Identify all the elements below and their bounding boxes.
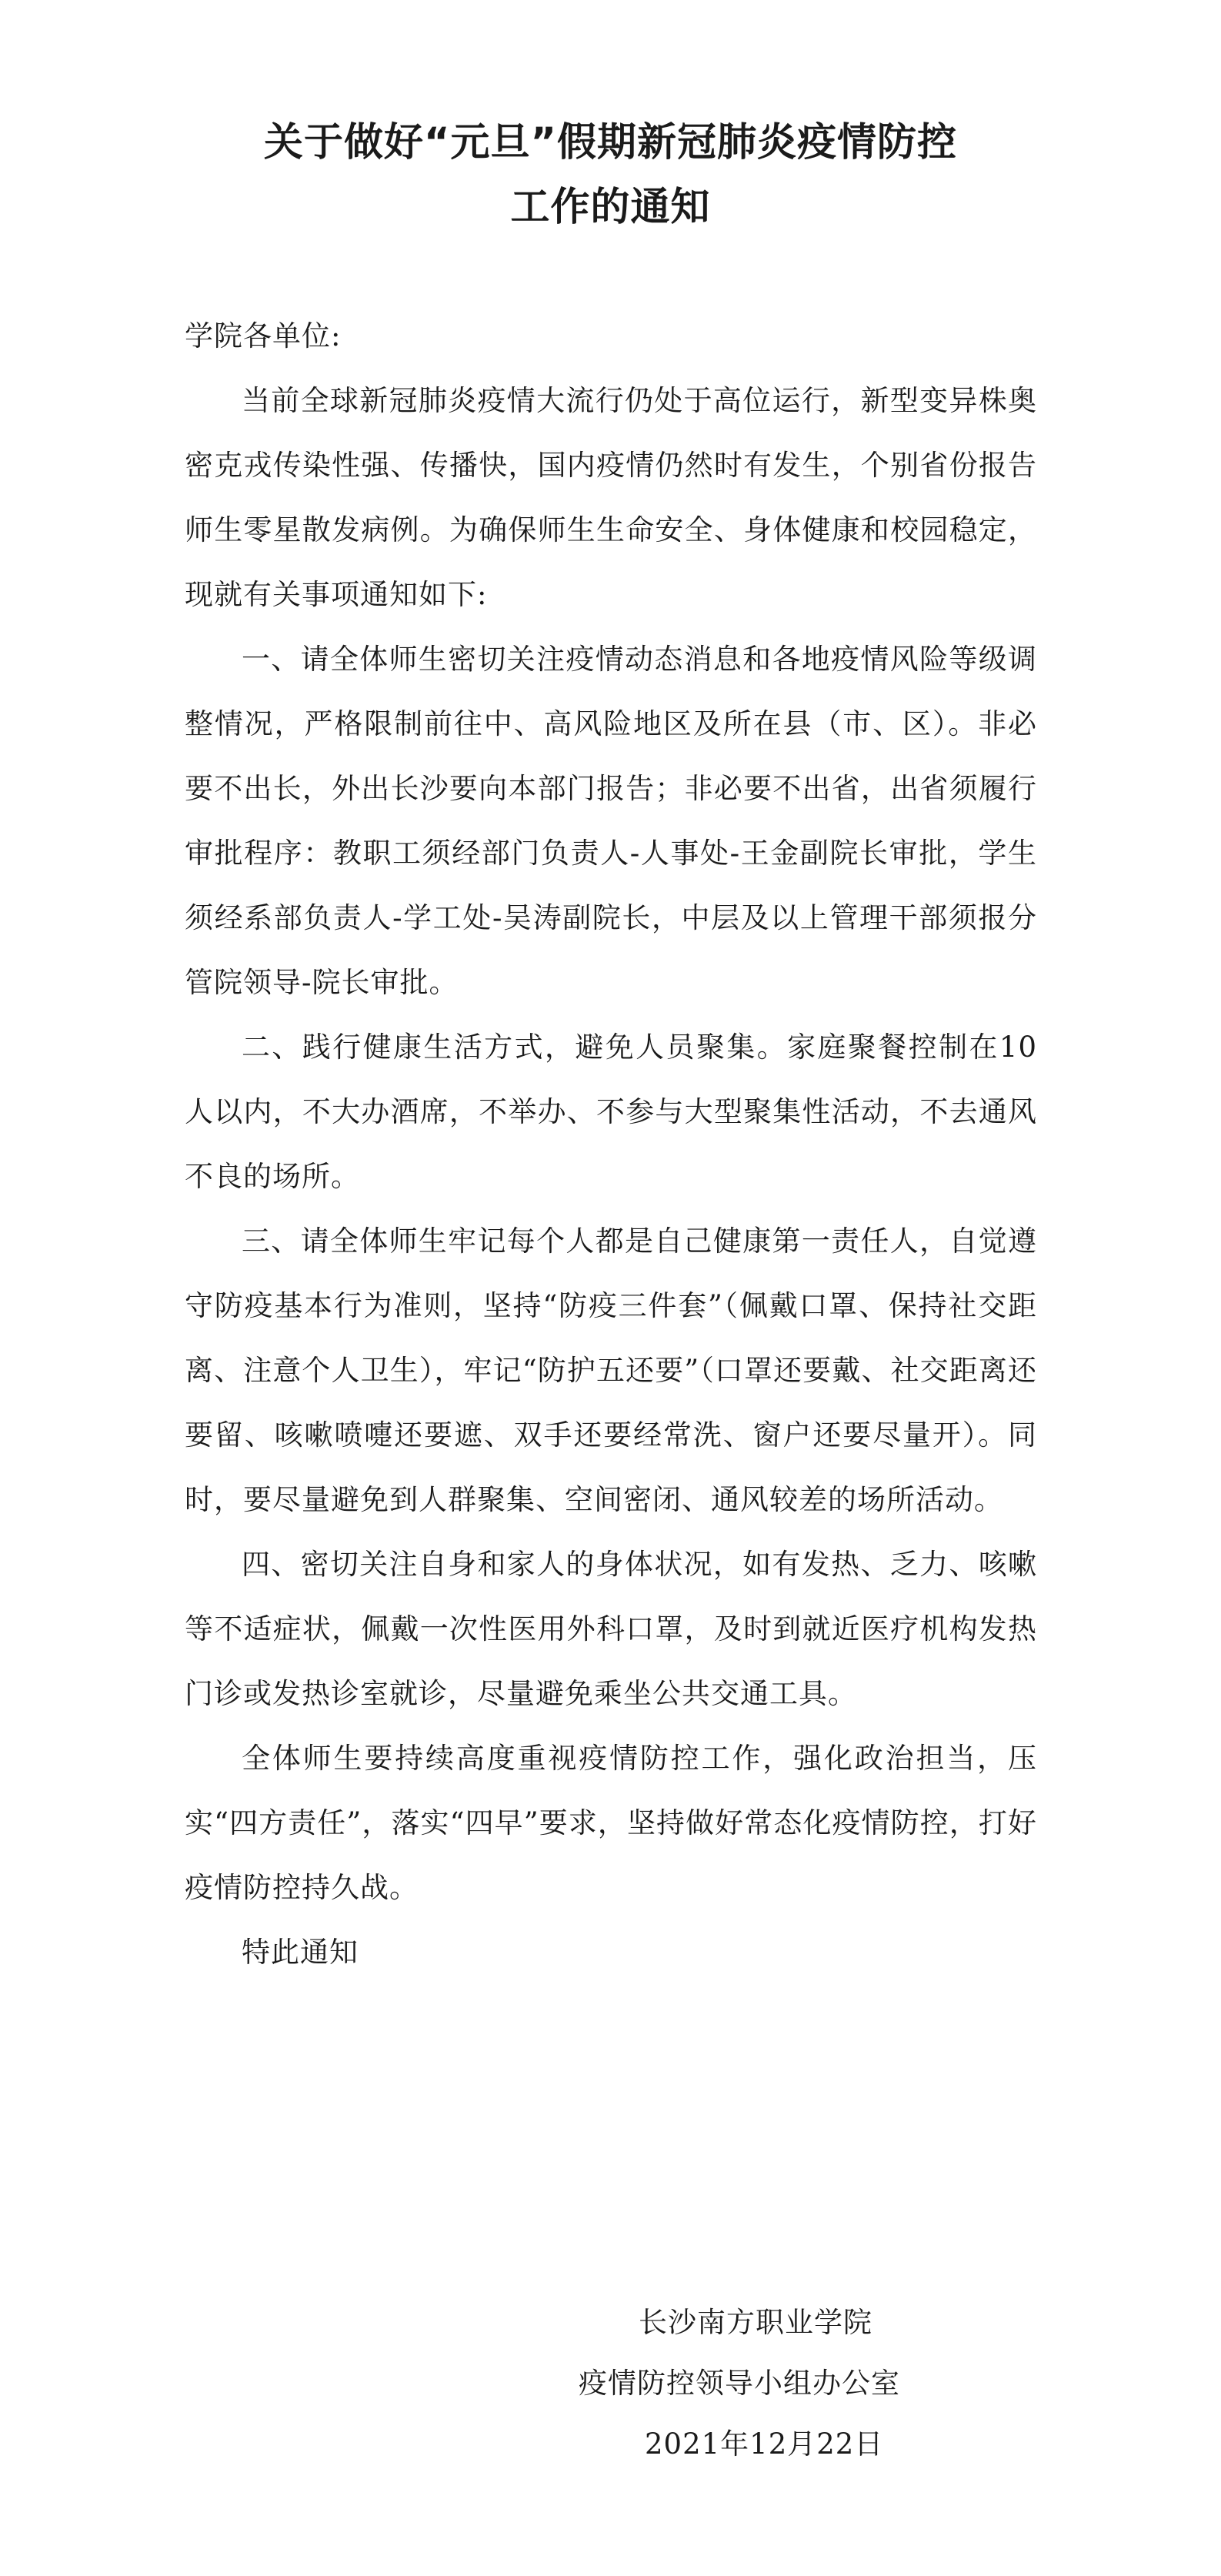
signature-organization: 长沙南方职业学院 — [639, 2306, 872, 2339]
signature-date: 2021年12月22日 — [645, 2427, 884, 2461]
signature-office: 疫情防控领导小组办公室 — [579, 2367, 900, 2400]
document-title-line-2: 工作的通知 — [510, 185, 711, 230]
paragraph-closing: 全体师生要持续高度重视疫情防控工作，强化政治担当，压实“四方责任”，落实“四早”要求，坚持做好常态化疫情防控，打好疫情防控持久战。 — [185, 1742, 1037, 1904]
paragraph-intro: 当前全球新冠肺炎疫情大流行仍处于高位运行，新型变异株奥密克戎传染性强、传播快，国内疫情仍然时有发生，个别省份报告师生零星散发病例。为确保师生生命安全、身体健康和校园稳定，现就有关事项通知如下: — [185, 384, 1037, 611]
salutation: 学院各单位: — [185, 319, 342, 352]
document-title-line-1: 关于做好“元旦”假期新冠肺炎疫情防控 — [263, 120, 958, 165]
paragraph-item-4: 四、密切关注自身和家人的身体状况，如有发热、乏力、咳嗽等不适症状，佩戴一次性医用外科口罩，及时到就近医疗机构发热门诊或发热诊室就诊，尽量避免乘坐公共交通工具。 — [185, 1548, 1037, 1710]
document-body — [185, 304, 1037, 1985]
paragraph-item-1: 一、请全体师生密切关注疫情动态消息和各地疫情风险等级调整情况，严格限制前往中、高风险地区及所在县（市、区）。非必要不出长，外出长沙要向本部门报告；非必要不出省，出省须履行审批程序：教职工须经部门负责人-人事处-王金副院长审批，学生须经系部负责人-学工处-吴涛副院长，中层及以上管理干部须报分管院领导-院长审批。 — [185, 643, 1037, 999]
paragraph-notice-end: 特此通知 — [242, 1936, 359, 1969]
paragraph-item-3: 三、请全体师生牢记每个人都是自己健康第一责任人，自觉遵守防疫基本行为准则，坚持“防疫三件套”（佩戴口罩、保持社交距离、注意个人卫生），牢记“防护五还要”（口罩还要戴、社交距离还要留、咳嗽喷嚏还要遮、双手还要经常洗、窗户还要尽量开）。同时，要尽量避免到人群聚集、空间密闭、通风较差的场所活动。 — [185, 1225, 1037, 1516]
paragraph-item-2: 二、践行健康生活方式，避免人员聚集。家庭聚餐控制在10人以内，不大办酒席，不举办、不参与大型聚集性活动，不去通风不良的场所。 — [185, 1031, 1037, 1193]
